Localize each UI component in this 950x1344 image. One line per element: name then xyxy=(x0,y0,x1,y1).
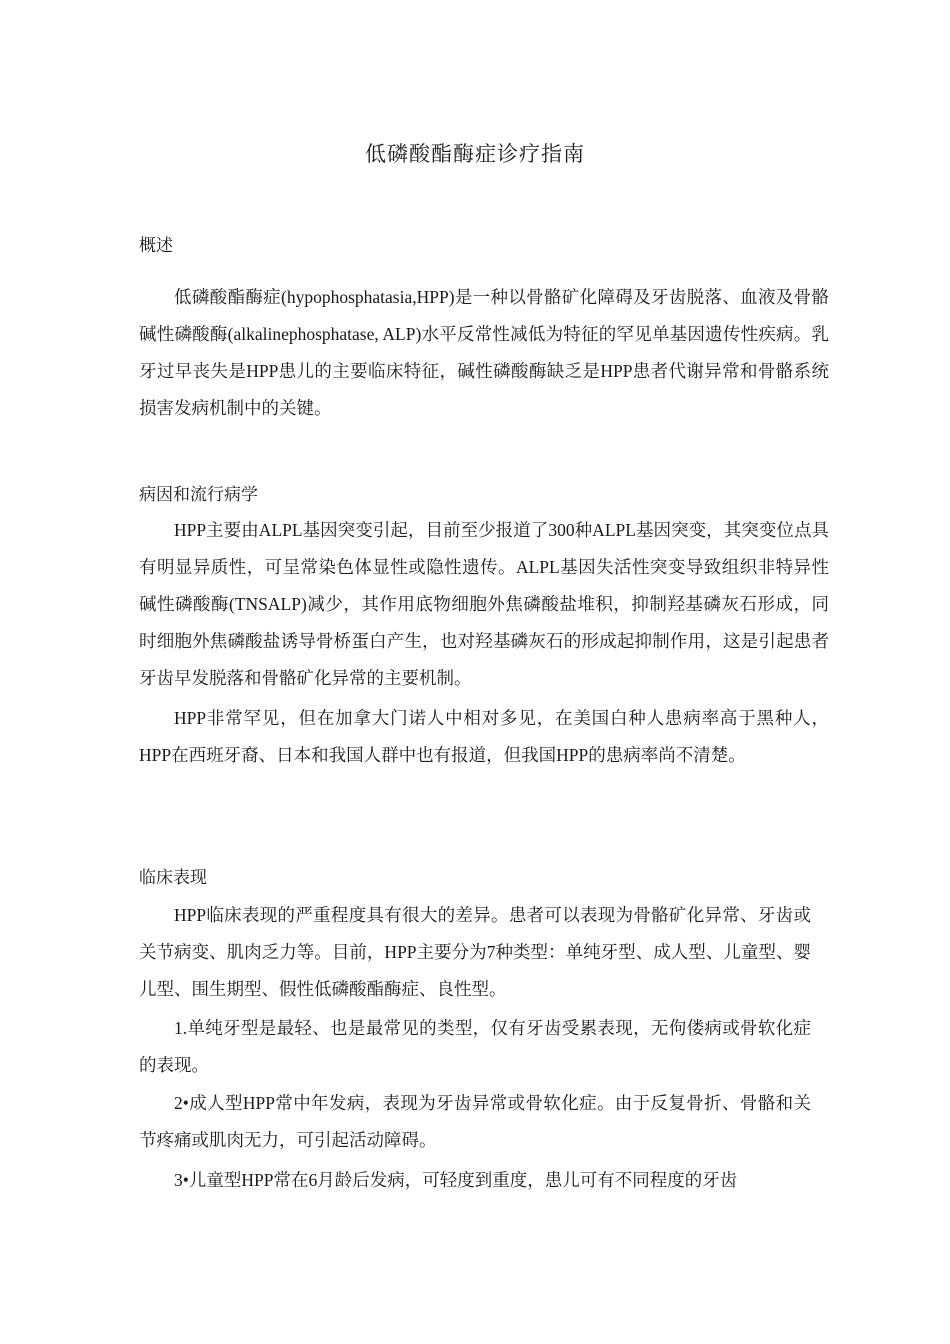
document-title: 低磷酸酯酶症诊疗指南 xyxy=(365,142,585,166)
section-heading-etiology: 病因和流行病学 xyxy=(139,485,258,504)
section-heading-clinical: 临床表现 xyxy=(139,868,207,887)
section-heading-overview: 概述 xyxy=(139,236,173,255)
clinical-paragraph-type-2: 2•成人型HPP常中年发病，表现为牙齿异常或骨软化症。由于反复骨折、骨骼和关节疼痛或肌肉无力，可引起活动障碍。 xyxy=(139,1093,811,1150)
clinical-paragraph-intro: HPP临床表现的严重程度具有很大的差异。患者可以表现为骨骼矿化异常、牙齿或关节病变、肌肉乏力等。目前，HPP主要分为7种类型：单纯牙型、成人型、儿童型、婴儿型、围生期型、假性低磷酸酯酶症、良性型。 xyxy=(139,905,811,999)
etiology-paragraph-1: HPP主要由ALPL基因突变引起，目前至少报道了300种ALPL基因突变，其突变位点具有明显异质性，可呈常染色体显性或隐性遗传。ALPL基因失活性突变导致组织非特异性碱性磷酸酶(TNSALP)减少，其作用底物细胞外焦磷酸盐堆积，抑制羟基磷灰石形成，同时细胞外焦磷酸盐诱导骨桥蛋白产生，也对羟基磷灰石的形成起抑制作用，这是引起患者牙齿早发脱落和骨骼矿化异常的主要机制。 xyxy=(139,520,829,688)
overview-paragraph: 低磷酸酯酶症(hypophosphatasia,HPP)是一种以骨骼矿化障碍及牙齿脱落、血液及骨骼碱性磷酸酶(alkalinephosphatase, ALP)水平反常性减低为特征的罕见单基因遗传性疾病。乳牙过早丧失是HPP患儿的主要临床特征，碱性磷酸酶缺乏是HPP患者代谢异常和骨骼系统损害发病机制中的关键。 xyxy=(139,287,829,418)
clinical-paragraph-type-3: 3•儿童型HPP常在6月龄后发病，可轻度到重度，患儿可有不同程度的牙齿 xyxy=(174,1170,738,1190)
etiology-paragraph-2: HPP非常罕见，但在加拿大门诺人中相对多见，在美国白种人患病率高于黑种人，HPP在西班牙裔、日本和我国人群中也有报道，但我国HPP的患病率尚不清楚。 xyxy=(139,708,829,765)
clinical-paragraph-type-1: 1.单纯牙型是最轻、也是最常见的类型，仅有牙齿受累表现，无佝偻病或骨软化症的表现。 xyxy=(139,1018,811,1075)
